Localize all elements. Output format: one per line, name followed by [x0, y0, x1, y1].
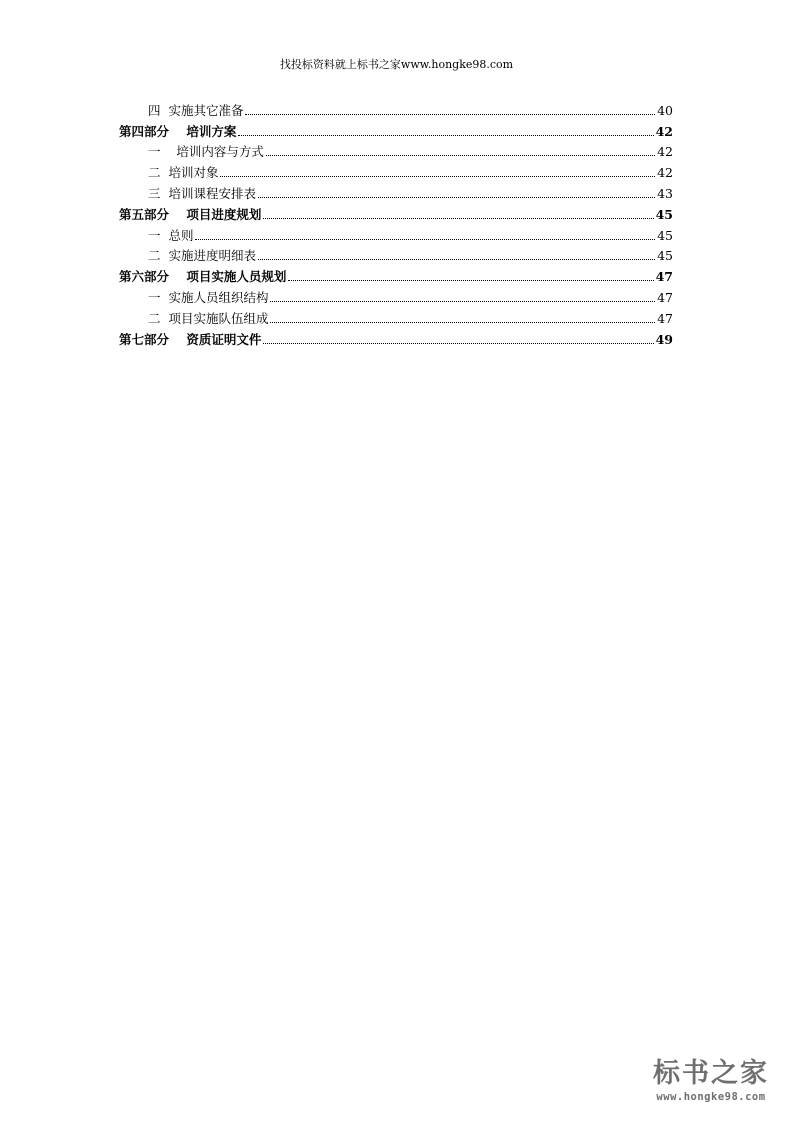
dot-leader — [220, 176, 655, 177]
dot-leader — [263, 343, 653, 344]
toc-entry-label: 第五部分 项目进度规划 — [119, 206, 262, 222]
toc-entry-page: 49 — [655, 331, 673, 347]
toc-entry-label: 第四部分 培训方案 — [119, 123, 237, 139]
toc-entry-page: 47 — [657, 310, 673, 326]
toc-entry-page: 42 — [657, 165, 673, 181]
dot-leader — [266, 155, 655, 156]
toc-entry[interactable] — [119, 201, 673, 222]
dot-leader — [258, 197, 655, 198]
toc-entry-page: 47 — [657, 289, 673, 305]
toc-entry[interactable] — [119, 243, 673, 264]
dot-leader — [258, 259, 655, 260]
dot-leader — [288, 280, 653, 281]
toc-entry-label: 二 实施进度明细表 — [148, 248, 256, 264]
toc-entry[interactable] — [119, 118, 673, 139]
toc-entry-page: 42 — [657, 144, 673, 160]
toc-entry[interactable] — [119, 180, 673, 201]
watermark-title: 标书之家 — [653, 1058, 769, 1089]
watermark-url: www.hongke98.com — [656, 1091, 766, 1103]
toc-entry-label: 第六部分 项目实施人员规划 — [119, 269, 287, 285]
dot-leader — [238, 135, 653, 136]
dot-leader — [270, 301, 655, 302]
toc-entry-label: 三 培训课程安排表 — [148, 185, 256, 201]
toc-entry-page: 42 — [655, 123, 673, 139]
toc-entry[interactable] — [119, 305, 673, 326]
toc-entry[interactable] — [119, 139, 673, 160]
page-header: 找投标资料就上标书之家www.hongke98.com — [279, 58, 514, 71]
toc-entry-page: 45 — [657, 248, 673, 264]
dot-leader — [245, 114, 655, 115]
toc-entry[interactable] — [119, 284, 673, 305]
toc-entry-page: 43 — [657, 185, 673, 201]
toc-entry[interactable] — [119, 222, 673, 243]
dot-leader — [195, 239, 655, 240]
toc-entry[interactable] — [119, 263, 673, 284]
toc-entry-label: 二 项目实施队伍组成 — [148, 310, 269, 326]
toc-entry-label: 一 总则 — [148, 227, 194, 243]
toc-entry-label: 四 实施其它准备 — [148, 102, 244, 118]
watermark-logo — [636, 1058, 786, 1104]
toc-entry[interactable] — [119, 159, 673, 180]
toc-entry-page: 45 — [655, 206, 673, 222]
toc-entry-label: 一 培训内容与方式 — [148, 144, 264, 160]
toc-entry-page: 47 — [655, 269, 673, 285]
toc-entry-page: 40 — [657, 102, 673, 118]
toc-entry-page: 45 — [657, 227, 673, 243]
toc-entry-label: 第七部分 资质证明文件 — [119, 331, 262, 347]
toc-entry[interactable] — [119, 97, 673, 118]
toc-entry-label: 一 实施人员组织结构 — [148, 289, 269, 305]
table-of-contents — [119, 97, 673, 347]
toc-entry-label: 二 培训对象 — [148, 165, 219, 181]
toc-entry[interactable] — [119, 326, 673, 347]
dot-leader — [263, 218, 653, 219]
dot-leader — [270, 322, 655, 323]
